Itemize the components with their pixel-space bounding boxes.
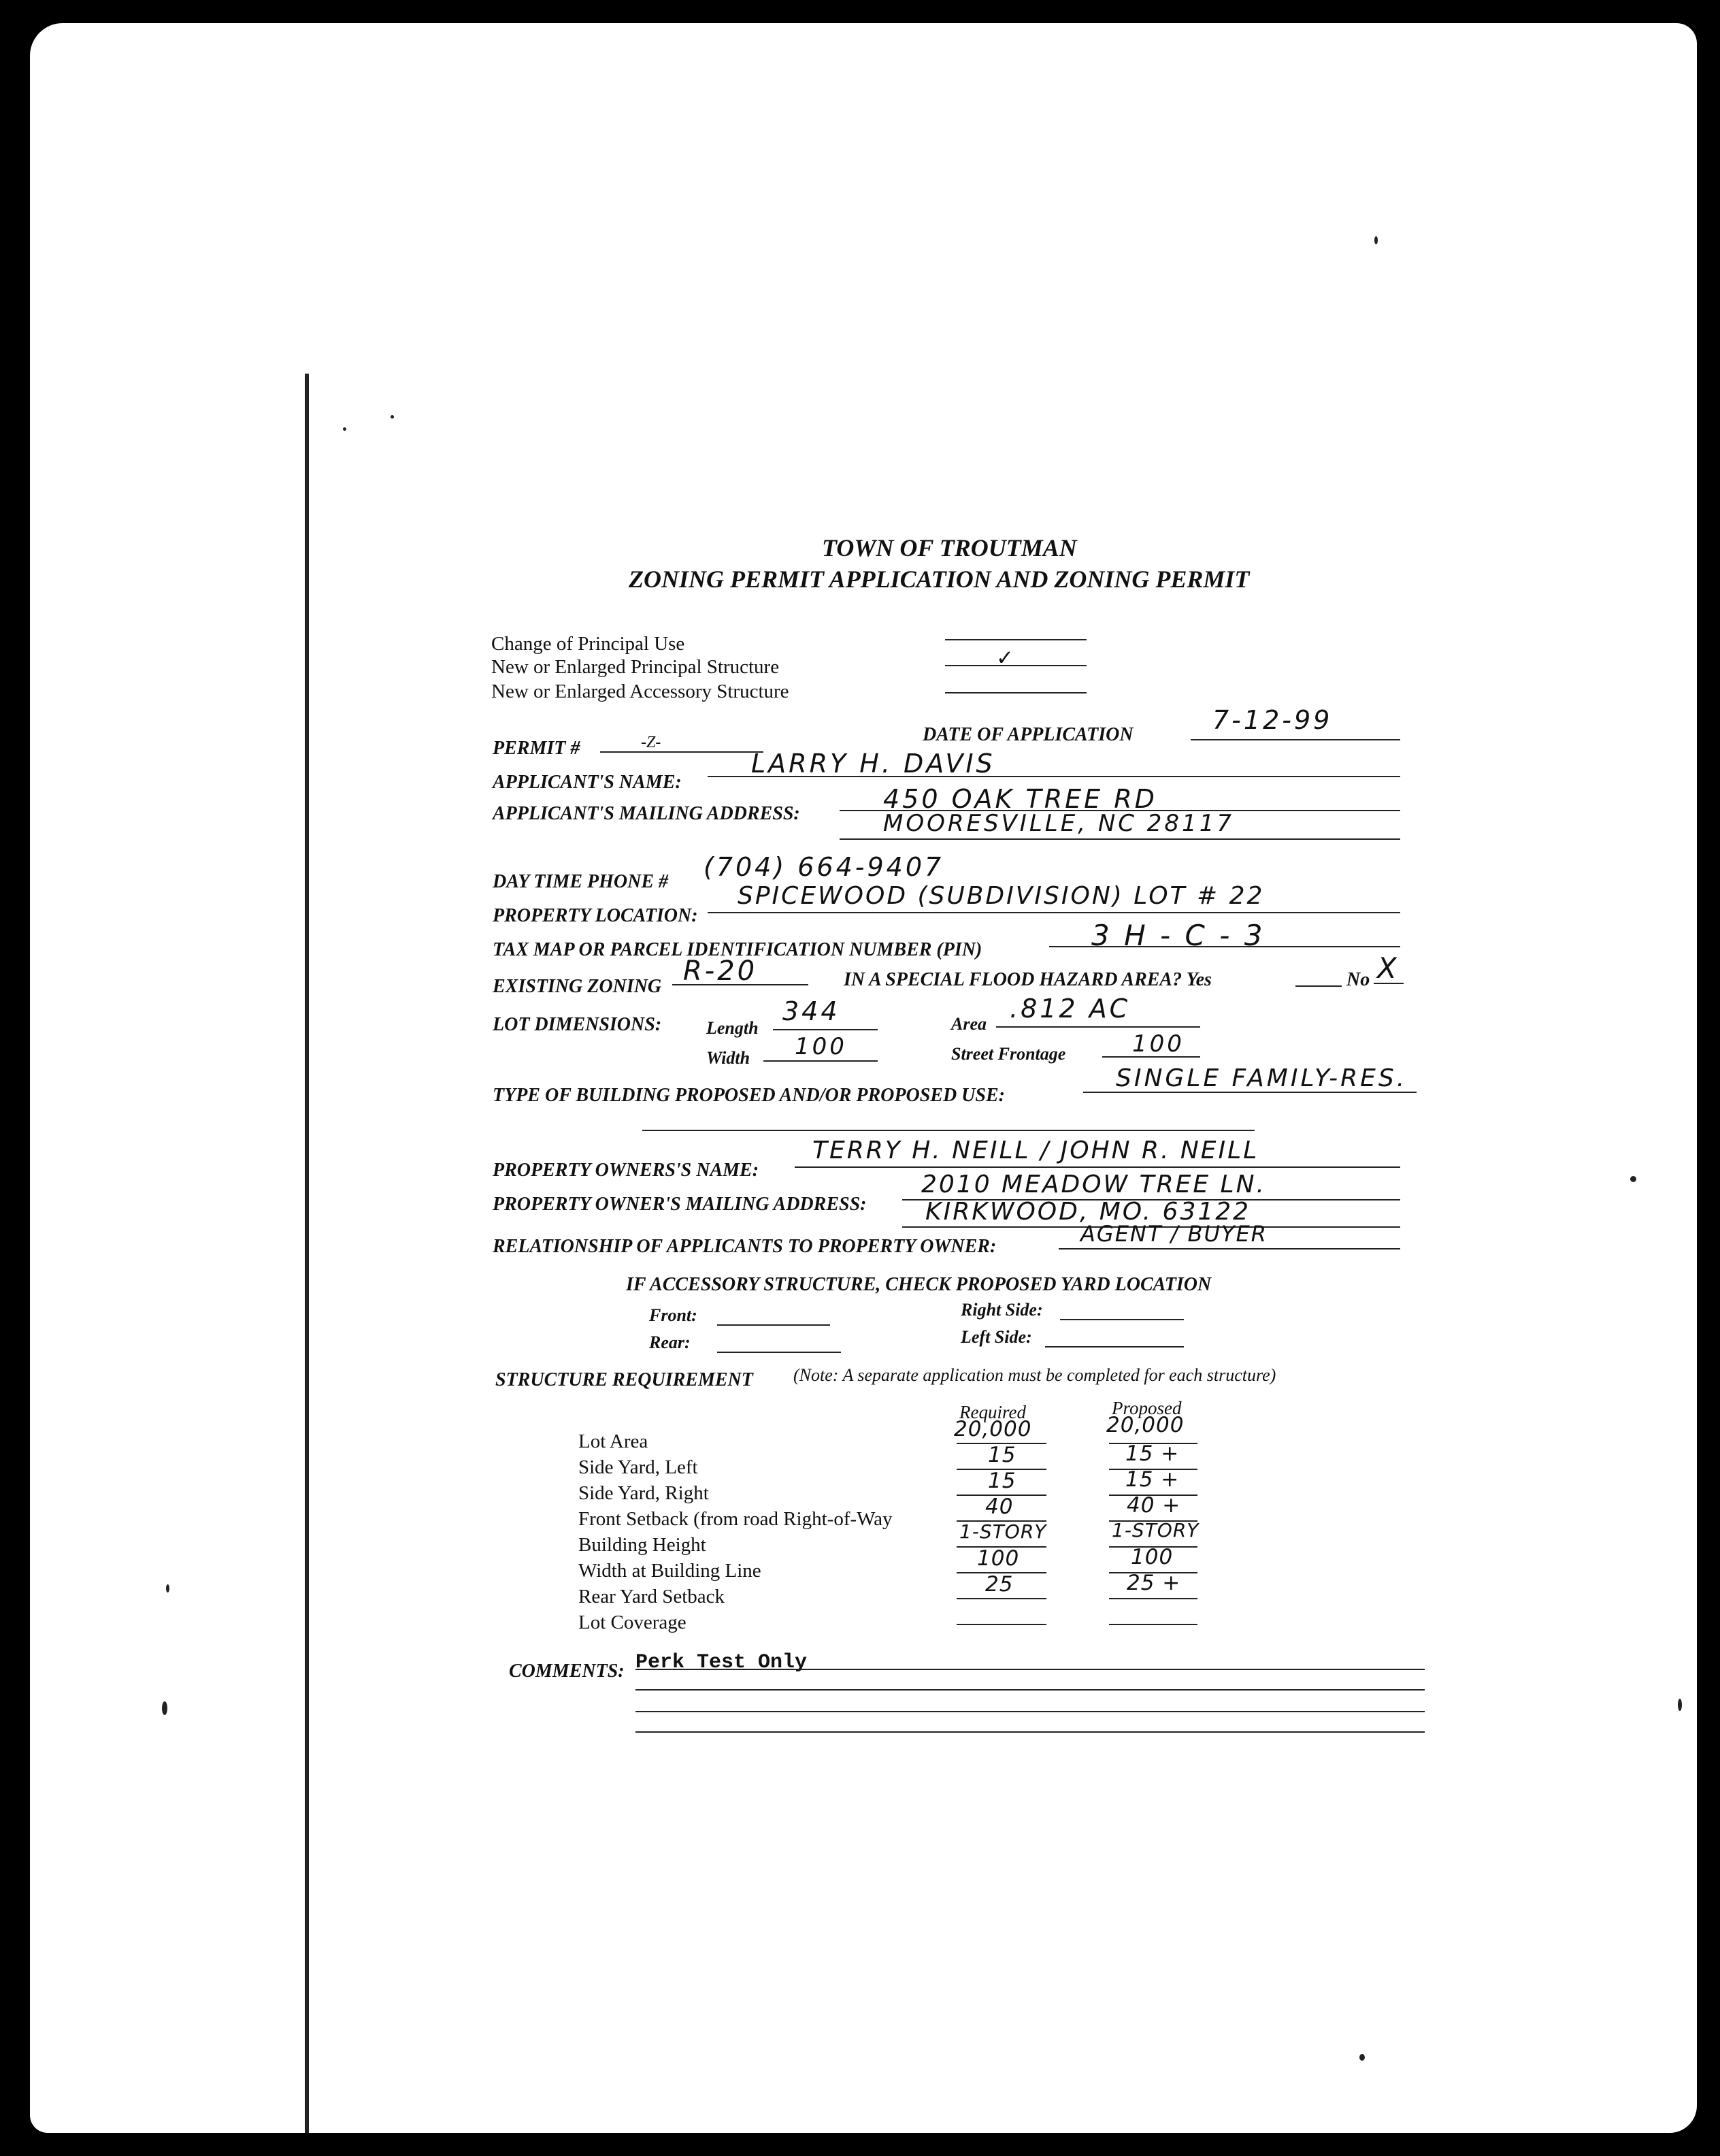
structure-row-required: 100 — [977, 1546, 1020, 1571]
structure-row-proposed-line — [1109, 1624, 1197, 1625]
owner-mailing-line2: KIRKWOOD, MO. 63122 — [925, 1198, 1251, 1226]
structure-row-proposed-line — [1109, 1598, 1197, 1599]
property-location-label: PROPERTY LOCATION: — [493, 905, 698, 926]
width-label: Width — [706, 1048, 750, 1068]
scan-speck — [1359, 2054, 1365, 2061]
phone-label: DAY TIME PHONE # — [493, 871, 668, 892]
permit-type-blank — [945, 639, 1087, 640]
scan-speck — [1630, 1176, 1636, 1182]
scan-page-edge — [305, 374, 309, 2133]
relationship-label: RELATIONSHIP OF APPLICANTS TO PROPERTY OWNER: — [493, 1236, 997, 1257]
flood-no-value: X — [1377, 951, 1400, 985]
structure-row-proposed: 40 + — [1127, 1493, 1181, 1518]
scan-speck — [162, 1701, 167, 1715]
existing-zoning-label: EXISTING ZONING — [493, 976, 662, 997]
owner-mailing-line1: 2010 MEADOW TREE LN. — [921, 1171, 1266, 1198]
owner-name-line — [795, 1166, 1400, 1168]
building-type-line — [642, 1130, 1255, 1131]
flood-yes-line — [1295, 985, 1342, 987]
relationship-value: AGENT / BUYER — [1080, 1221, 1268, 1247]
structure-row-required-line — [957, 1624, 1046, 1625]
date-of-application-label: DATE OF APPLICATION — [923, 724, 1134, 745]
applicant-name-line — [708, 776, 1400, 777]
structure-row-required: 20,000 — [954, 1417, 1032, 1441]
structure-row-required: 1-STORY — [959, 1520, 1047, 1543]
required-header: Required — [959, 1402, 1026, 1422]
accessory-heading: IF ACCESSORY STRUCTURE, CHECK PROPOSED YARD LOCATION — [626, 1274, 1212, 1295]
structure-row-proposed: 1-STORY — [1112, 1519, 1200, 1541]
permit-type-label: New or Enlarged Accessory Structure — [491, 681, 789, 702]
flood-no-line — [1374, 983, 1404, 984]
applicant-mailing-line1: 450 OAK TREE RD — [883, 784, 1157, 814]
structure-row-proposed: 20,000 — [1106, 1413, 1185, 1437]
structure-row-required: 15 — [988, 1469, 1016, 1493]
permit-type-label: New or Enlarged Principal Structure — [491, 656, 780, 678]
flood-hazard-label: IN A SPECIAL FLOOD HAZARD AREA? Yes — [844, 969, 1212, 990]
street-frontage-label: Street Frontage — [951, 1044, 1066, 1064]
structure-row-label: Lot Area — [578, 1431, 648, 1452]
length-label: Length — [706, 1018, 759, 1038]
structure-row-required-line — [957, 1598, 1046, 1599]
applicant-name-label: APPLICANT'S NAME: — [493, 772, 682, 793]
property-location-line — [708, 912, 1400, 913]
structure-row-label: Building Height — [578, 1534, 706, 1556]
permit-type-label: Change of Principal Use — [491, 633, 685, 655]
lot-dimensions-label: LOT DIMENSIONS: — [493, 1014, 662, 1035]
date-of-application-value: 7-12-99 — [1212, 705, 1333, 735]
area-label: Area — [951, 1014, 987, 1034]
structure-row-proposed: 15 + — [1125, 1441, 1180, 1466]
structure-row-label: Front Setback (from road Right-of-Way — [578, 1508, 893, 1530]
street-frontage-value: 100 — [1132, 1030, 1185, 1058]
scan-speck — [1678, 1699, 1682, 1711]
accessory-right-line — [1060, 1319, 1184, 1320]
width-value: 100 — [795, 1033, 847, 1060]
comments-line — [635, 1711, 1425, 1712]
owner-name-value: TERRY H. NEILL / JOHN R. NEILL — [812, 1137, 1259, 1164]
tax-map-line — [1049, 946, 1400, 947]
applicant-mailing-line — [840, 838, 1400, 840]
owner-name-label: PROPERTY OWNERS'S NAME: — [493, 1160, 759, 1181]
permit-type-check: ✓ — [996, 646, 1014, 670]
structure-row-proposed: 15 + — [1125, 1467, 1180, 1492]
structure-heading: STRUCTURE REQUIREMENT — [495, 1369, 753, 1390]
structure-row-label: Rear Yard Setback — [578, 1586, 725, 1607]
comments-line — [635, 1669, 1425, 1670]
form-sheet — [30, 23, 1697, 2133]
tax-map-label: TAX MAP OR PARCEL IDENTIFICATION NUMBER (PIN) — [493, 939, 982, 960]
structure-note: (Note: A separate application must be completed for each structure) — [793, 1365, 1276, 1385]
permit-type-blank — [945, 692, 1087, 693]
applicant-mailing-label: APPLICANT'S MAILING ADDRESS: — [493, 803, 800, 824]
accessory-front-line — [717, 1324, 830, 1326]
area-value: .812 AC — [1010, 994, 1131, 1024]
phone-value: (704) 664-9407 — [704, 852, 944, 882]
structure-row-required: 15 — [988, 1443, 1016, 1467]
width-line — [763, 1060, 878, 1062]
scan-speck — [1374, 236, 1378, 244]
length-line — [773, 1029, 878, 1030]
accessory-left-line — [1045, 1346, 1184, 1348]
structure-row-proposed: 25 + — [1127, 1571, 1181, 1595]
date-line — [1191, 739, 1400, 740]
comments-line — [635, 1731, 1425, 1733]
permit-number-line — [600, 751, 763, 753]
structure-row-required: 40 — [985, 1494, 1014, 1519]
structure-row-label: Side Yard, Right — [578, 1482, 709, 1504]
relationship-line — [1059, 1248, 1400, 1250]
scan-speck — [343, 427, 346, 431]
tax-map-value: 3 H - C - 3 — [1091, 919, 1266, 952]
accessory-rear-line — [717, 1352, 841, 1353]
comments-value: Perk Test Only — [635, 1651, 808, 1674]
existing-zoning-value: R-20 — [683, 956, 758, 987]
area-line — [996, 1026, 1200, 1028]
proposed-header: Proposed — [1112, 1398, 1182, 1418]
scan-speck — [391, 415, 394, 419]
applicant-name-value: LARRY H. DAVIS — [751, 749, 995, 779]
owner-mailing-label: PROPERTY OWNER'S MAILING ADDRESS: — [493, 1194, 867, 1215]
accessory-right-label: Right Side: — [961, 1300, 1043, 1320]
comments-line — [635, 1689, 1425, 1690]
structure-row-label: Lot Coverage — [578, 1612, 687, 1633]
property-location-value: SPICEWOOD (SUBDIVISION) LOT # 22 — [738, 882, 1265, 910]
accessory-left-label: Left Side: — [961, 1327, 1032, 1347]
structure-row-label: Side Yard, Left — [578, 1456, 698, 1478]
permit-number-label: PERMIT # — [493, 738, 580, 759]
structure-row-proposed: 100 — [1131, 1545, 1174, 1569]
permit-number-value: -Z- — [641, 734, 661, 751]
building-type-line — [1083, 1092, 1417, 1093]
building-type-value: SINGLE FAMILY-RES. — [1116, 1064, 1408, 1092]
permit-type-blank — [945, 665, 1087, 666]
accessory-front-label: Front: — [649, 1305, 697, 1325]
structure-row-required: 25 — [985, 1572, 1014, 1597]
structure-row-label: Width at Building Line — [578, 1560, 761, 1582]
street-frontage-line — [1102, 1056, 1200, 1058]
accessory-rear-label: Rear: — [649, 1333, 691, 1352]
comments-label: COMMENTS: — [509, 1661, 625, 1682]
applicant-mailing-line2: MOORESVILLE, NC 28117 — [883, 810, 1234, 837]
form-title: ZONING PERMIT APPLICATION AND ZONING PERMIT — [629, 566, 1250, 593]
building-type-label: TYPE OF BUILDING PROPOSED AND/OR PROPOSED USE: — [493, 1085, 1005, 1106]
length-value: 344 — [782, 996, 840, 1026]
town-title: TOWN OF TROUTMAN — [822, 534, 1077, 561]
flood-no-label: No — [1346, 969, 1370, 990]
scan-speck — [166, 1584, 169, 1592]
existing-zoning-line — [672, 984, 808, 985]
